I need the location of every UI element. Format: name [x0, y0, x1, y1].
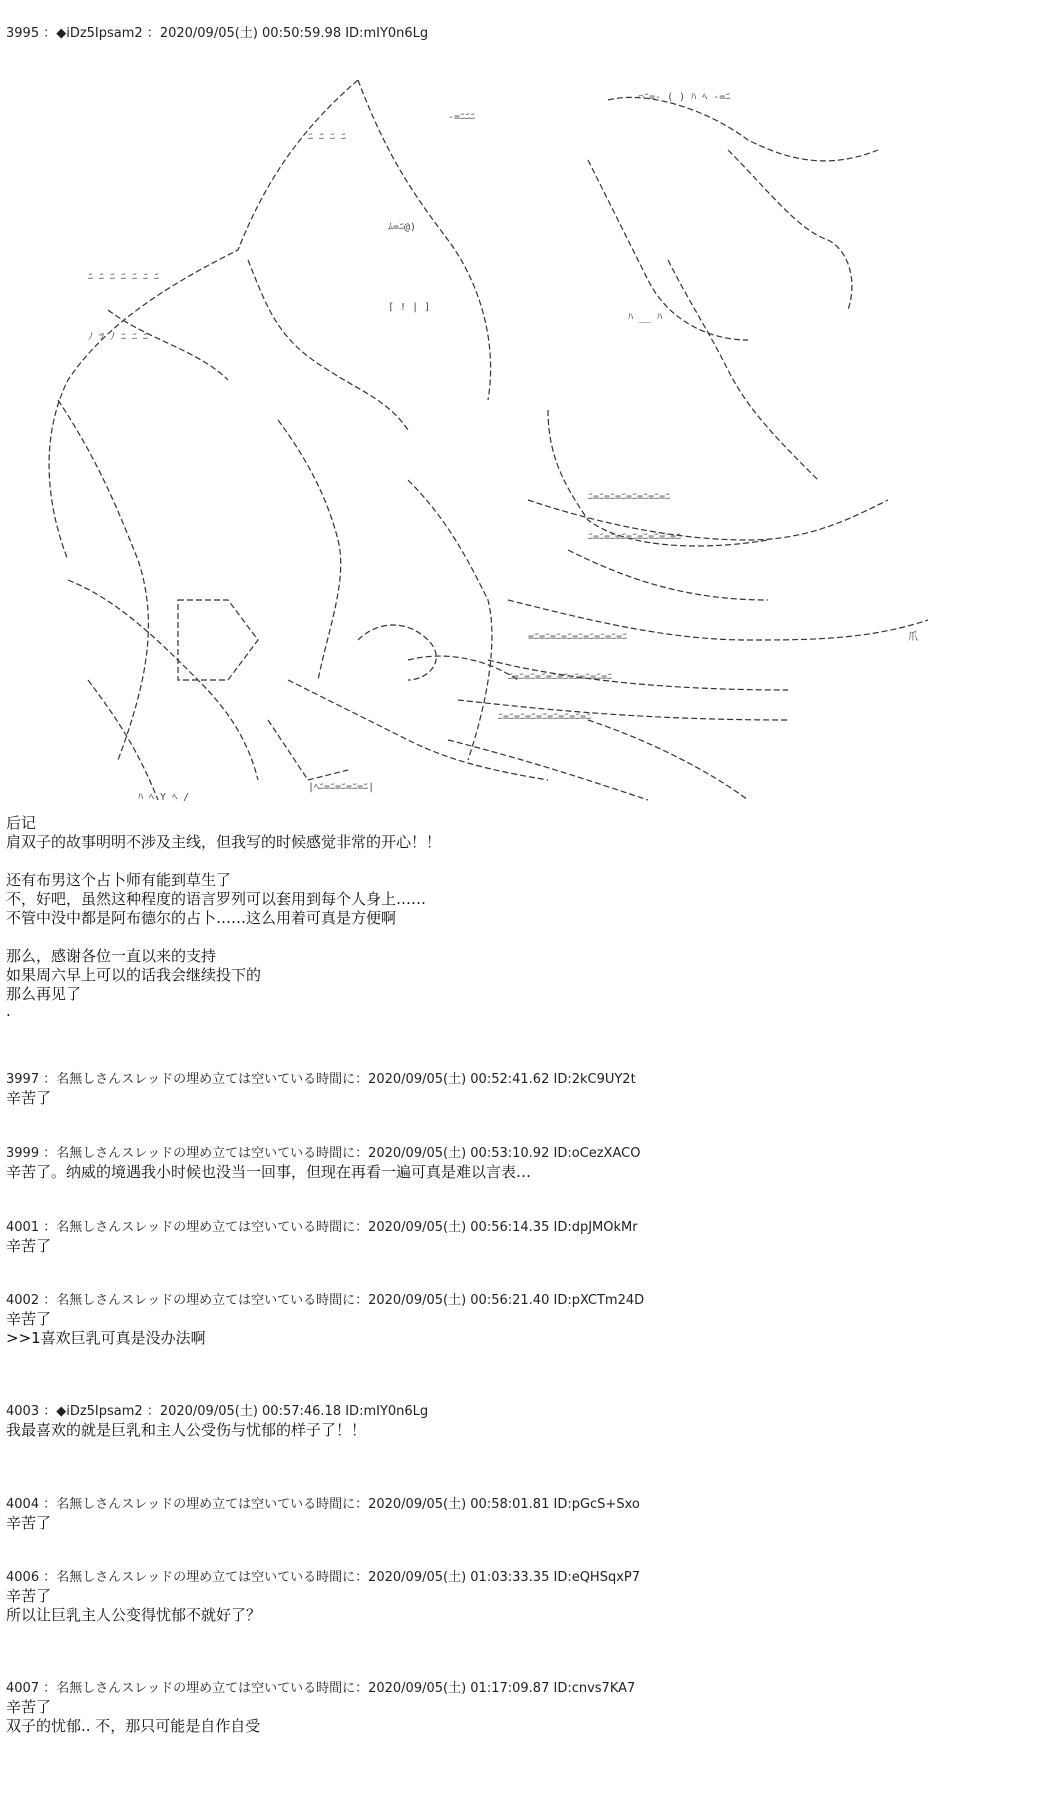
post-body-line: 辛苦了: [6, 1587, 52, 1605]
post-body-line: 辛苦了: [6, 1310, 52, 1328]
svg-text:⌒ﾆ=- ( ) ﾊ ﾍ -=ﾆ: ⌒ﾆ=- ( ) ﾊ ﾍ -=ﾆ: [638, 92, 731, 103]
post-header: 4006 ：名無しさんスレッドの埋め立ては空いている時間に：2020/09/05(土) 01:03:33.35 ID:eQHSqxP7: [6, 1570, 641, 1585]
post-header: 4002 ：名無しさんスレッドの埋め立ては空いている時間に：2020/09/05(土) 00:56:21.40 ID:pXCTm24D: [6, 1293, 645, 1308]
post-body-line: 后记: [6, 814, 37, 832]
post-body-line: 我最喜欢的就是巨乳和主人公受伤与忧郁的样子了！！: [6, 1421, 367, 1439]
post-header: 4007 ：名無しさんスレッドの埋め立ては空いている時間に：2020/09/05(土) 01:17:09.87 ID:cnvs7KA7: [6, 1681, 636, 1696]
post-body-line: 如果周六早上可以的话我会继续投下的: [6, 966, 262, 984]
post-header: 4003 ：◆iDz5Ipsam2 ：2020/09/05(土) 00:57:46.18 ID:mIY0n6Lg: [6, 1404, 429, 1419]
svg-text:爪: 爪: [908, 632, 918, 643]
svg-text:ﾆ=ﾆ=ﾆ=ﾆ=ﾆ=ﾆ=ﾆ=ﾆ=ﾆ=ﾆ: ﾆ=ﾆ=ﾆ=ﾆ=ﾆ=ﾆ=ﾆ=ﾆ=ﾆ=ﾆ: [508, 672, 613, 683]
svg-text:-=ﾆﾆﾆ: -=ﾆﾆﾆ: [448, 112, 476, 123]
post-body-line: 还有布男这个占卜师有能到草生了: [6, 871, 232, 889]
svg-text:ﾑ=ﾆ@): ﾑ=ﾆ@): [388, 222, 417, 233]
svg-text:ﾉ ﾂ ﾉ ﾆ ﾆ ﾆ: ﾉ ﾂ ﾉ ﾆ ﾆ ﾆ: [88, 332, 149, 343]
post-header: 4001 ：名無しさんスレッドの埋め立ては空いている時間に：2020/09/05(土) 00:56:14.35 ID:dpJMOkMr: [6, 1220, 638, 1235]
post-body-line: 辛苦了: [6, 1237, 52, 1255]
svg-text:ﾆ ﾆ ﾆ ﾆ ﾆ ﾆ ﾆ: ﾆ ﾆ ﾆ ﾆ ﾆ ﾆ ﾆ: [88, 272, 160, 283]
post-header: 4004 ：名無しさんスレッドの埋め立ては空いている時間に：2020/09/05(土) 00:58:01.81 ID:pGcS+Sxo: [6, 1497, 640, 1512]
post-body-line: 不，好吧，虽然这种程度的语言罗列可以套用到每个人身上……: [6, 890, 427, 908]
post-body-line: 所以让巨乳主人公变得忧郁不就好了？: [6, 1606, 262, 1624]
post-body-line: 双子的忧郁.. 不，那只可能是自作自受: [6, 1717, 261, 1735]
post-header: 3999 ：名無しさんスレッドの埋め立ては空いている時間に：2020/09/05(土) 00:53:10.92 ID:oCezXACO: [6, 1146, 641, 1161]
svg-text:ﾊ __ ﾊ: ﾊ __ ﾊ: [628, 312, 663, 323]
post-body-line: 肩双子的故事明明不涉及主线，但我写的时候感觉非常的开心！！: [6, 833, 442, 851]
svg-text:ﾆ=ﾆ=ﾆ=ﾆ=ﾆ=ﾆ=ﾆ=ﾆ: ﾆ=ﾆ=ﾆ=ﾆ=ﾆ=ﾆ=ﾆ=ﾆ: [588, 492, 671, 503]
post-body-line: 辛苦了: [6, 1089, 52, 1107]
svg-text:ﾆ=ﾆ=ﾆ=ﾆ=ﾆ=ﾆ=ﾆ=ﾆ=ﾆ: ﾆ=ﾆ=ﾆ=ﾆ=ﾆ=ﾆ=ﾆ=ﾆ=ﾆ: [498, 712, 592, 723]
post-header: 3997 ：名無しさんスレッドの埋め立ては空いている時間に：2020/09/05(土) 00:52:41.62 ID:2kC9UY2t: [6, 1072, 636, 1087]
post-body-line: >>1喜欢巨乳可真是没办法啊: [6, 1329, 206, 1347]
post-header: 3995 ：◆iDz5Ipsam2 ：2020/09/05(土) 00:50:59.98 ID:mIY0n6Lg: [6, 26, 429, 41]
post-body-line: 那么再见了: [6, 985, 82, 1003]
svg-text:ﾆ=ﾆ=ﾆ=ﾆ=ﾆ=ﾆ=ﾆ=ﾆ=ﾆ: ﾆ=ﾆ=ﾆ=ﾆ=ﾆ=ﾆ=ﾆ=ﾆ=ﾆ: [588, 532, 682, 543]
post-body-line: 辛苦了。纳威的境遇我小时候也没当一回事，但现在再看一遍可真是难以言表…: [6, 1163, 532, 1181]
post-body-line: 辛苦了: [6, 1514, 52, 1532]
post-body-line: .: [6, 1002, 11, 1020]
svg-text:=ﾆ=ﾆ=ﾆ=ﾆ=ﾆ=ﾆ=ﾆ=ﾆ=ﾆ: =ﾆ=ﾆ=ﾆ=ﾆ=ﾆ=ﾆ=ﾆ=ﾆ=ﾆ: [528, 632, 628, 643]
post-body-line: 那么，感谢各位一直以来的支持: [6, 947, 217, 965]
ascii-art-illustration: [28, 80, 958, 900]
post-body-line: 不管中没中都是阿布德尔的占卜……这么用着可真是方便啊: [6, 909, 397, 927]
svg-text:|ﾍﾆ=ﾆ=ﾆ=ﾆ=ﾆ|: |ﾍﾆ=ﾆ=ﾆ=ﾆ=ﾆ|: [308, 782, 375, 793]
svg-text:[ ! | ]: [ ! | ]: [388, 302, 431, 313]
svg-text:ﾊ ﾍ Y ﾍ /: ﾊ ﾍ Y ﾍ /: [138, 792, 190, 803]
post-body-line: 辛苦了: [6, 1698, 52, 1716]
svg-text:ﾆ ﾆ ﾆ ﾆ: ﾆ ﾆ ﾆ ﾆ: [308, 132, 347, 143]
